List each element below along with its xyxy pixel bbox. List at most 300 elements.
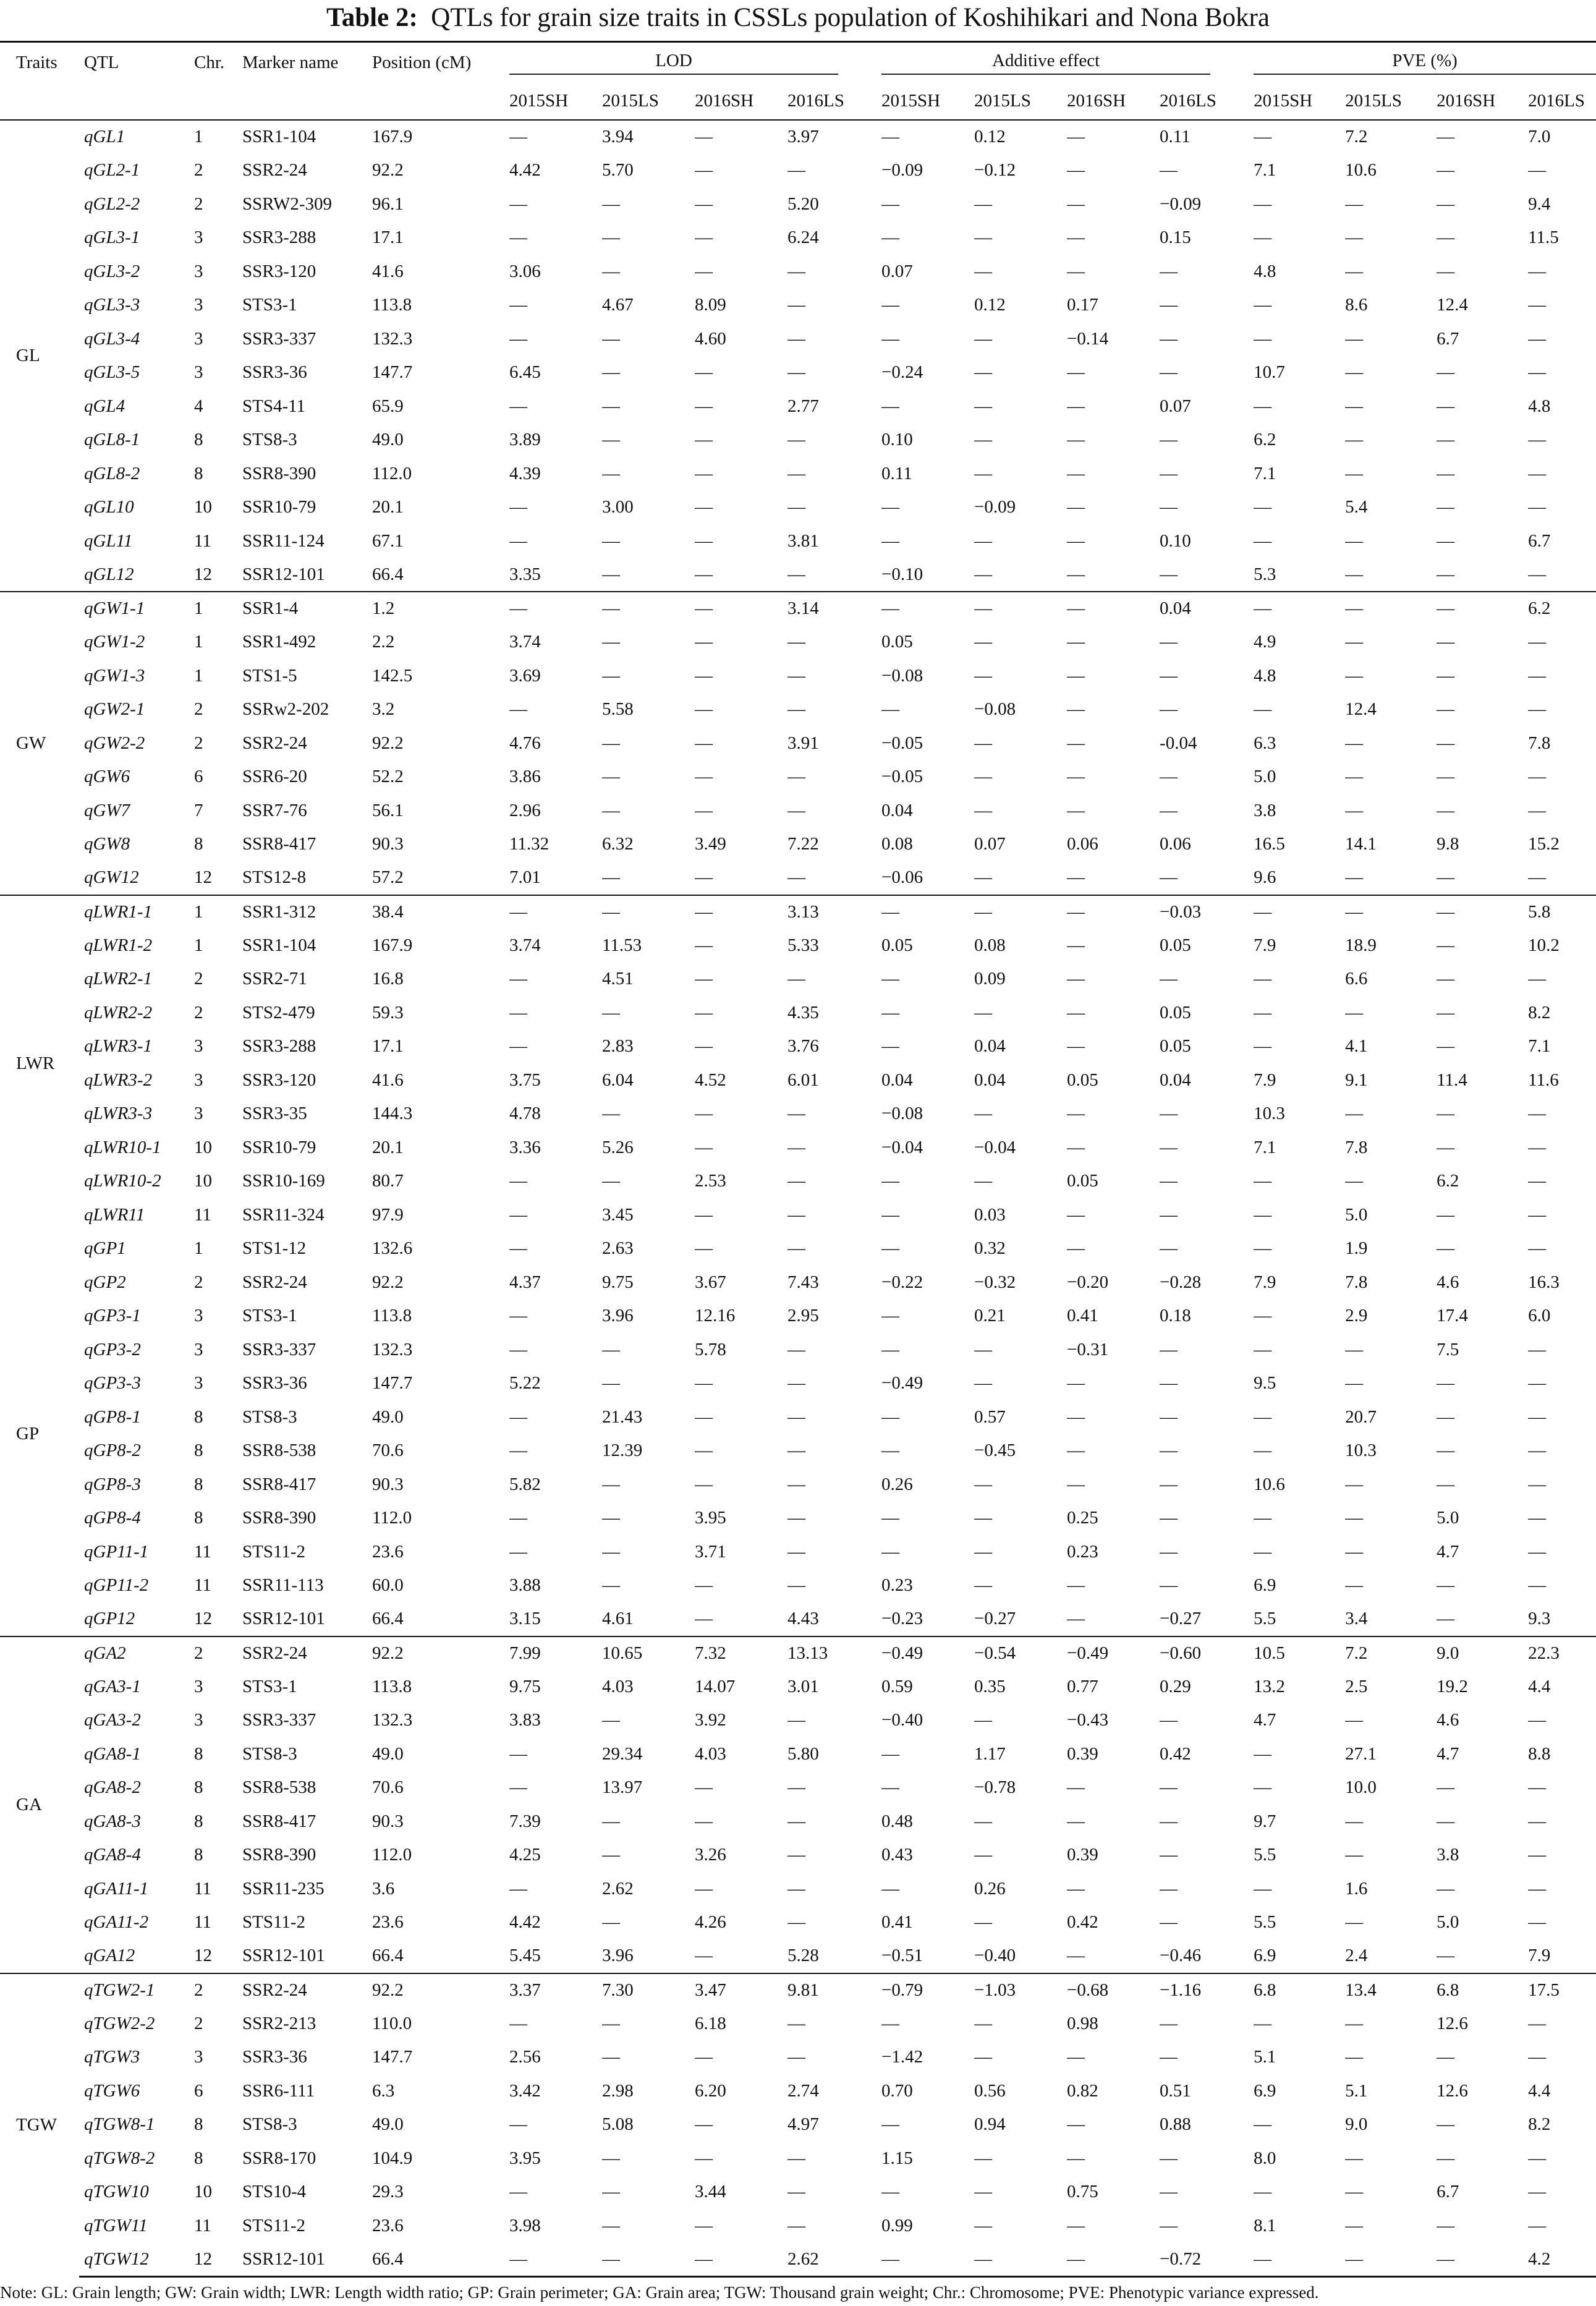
table-row [0, 760, 1596, 794]
position-cell: 66.4 [372, 1946, 404, 1966]
additive-2016ls-cell: — [1160, 1137, 1178, 1157]
lod-2016ls-cell: — [787, 2148, 805, 2168]
table-title [0, 2, 1596, 33]
chromosome-cell: 2 [188, 1973, 242, 2007]
chromosome-cell: 2 [194, 699, 203, 720]
chromosome-cell: 3 [194, 1306, 203, 1326]
qtl-name-cell: qGA8-2 [84, 1777, 141, 1798]
table-row [0, 2007, 1596, 2041]
chromosome-cell: 4 [194, 396, 203, 416]
additive-2016sh-cell: — [1067, 261, 1085, 281]
additive-2015sh-cell: — [881, 2243, 974, 2277]
lod-2015sh-cell: 4.25 [509, 1845, 541, 1865]
pve-2016sh-cell: — [1437, 1474, 1455, 1494]
additive-2016ls-cell: — [1160, 160, 1178, 181]
additive-2016ls-cell: 0.29 [1160, 1676, 1191, 1696]
additive-2015ls-cell: — [974, 1845, 993, 1865]
position-cell: 3.2 [372, 699, 395, 720]
additive-2016sh-cell: — [1067, 1104, 1085, 1124]
lod-2016ls-cell: 6.01 [787, 1070, 819, 1090]
pve-2016ls-cell: — [1528, 1171, 1547, 1191]
additive-2016ls-cell: 0.05 [1160, 1036, 1191, 1057]
additive-2016ls-cell: 0.06 [1160, 834, 1191, 854]
lod-2015sh-cell: — [509, 1406, 527, 1427]
additive-2016ls-cell: — [1160, 295, 1178, 315]
position-cell: 66.4 [372, 1609, 404, 1629]
chromosome-cell: 8 [194, 1743, 203, 1764]
lod-2016sh-cell: — [695, 592, 787, 626]
marker-name-cell: STS4-11 [242, 396, 306, 416]
additive-2015ls-cell: 0.12 [974, 127, 1006, 147]
header-qtl: QTL [84, 53, 119, 72]
lod-2016sh-cell: 2.53 [695, 1171, 726, 1191]
additive-2016ls-cell: — [1160, 1541, 1178, 1562]
lod-2015sh-cell: — [509, 1541, 527, 1562]
additive-2016sh-cell: — [1067, 895, 1160, 929]
pve-2016sh-cell: 12.6 [1437, 2013, 1468, 2033]
pve-2015ls-cell: — [1345, 1575, 1364, 1596]
marker-name-cell: SSR8-390 [242, 1845, 316, 1865]
lod-2015ls-cell: — [602, 1104, 620, 1124]
additive-2015sh-cell: — [881, 1440, 900, 1461]
lod-2016sh-cell: — [695, 463, 713, 483]
additive-2015sh-cell: — [881, 1541, 900, 1562]
chromosome-cell: 3 [194, 362, 203, 383]
additive-2015ls-cell: — [974, 665, 993, 686]
lod-2016ls-cell: — [787, 497, 805, 517]
lod-2016ls-cell: — [787, 463, 805, 483]
lod-2015sh-cell: — [509, 328, 527, 349]
lod-2015sh-cell: — [509, 1238, 527, 1259]
qtl-name-cell: qGA3-2 [84, 1710, 141, 1730]
qtl-name-cell: qGA3-1 [84, 1676, 141, 1696]
header-year: 2016LS [787, 90, 844, 111]
table-row [0, 457, 1596, 491]
additive-2016sh-cell: — [1067, 2148, 1085, 2168]
lod-2015sh-cell: — [509, 1743, 527, 1764]
pve-2016sh-cell: — [1437, 530, 1455, 551]
additive-2016sh-cell: 0.23 [1067, 1541, 1098, 1562]
pve-2015sh-cell: — [1254, 592, 1345, 626]
trait-label: LWR [0, 895, 79, 1232]
additive-2015ls-cell: −0.54 [974, 1636, 1067, 1670]
lod-2015ls-cell: 2.62 [602, 1878, 634, 1899]
position-cell: 104.9 [372, 2148, 413, 2168]
marker-name-cell: SSR3-120 [242, 1070, 316, 1090]
marker-name-cell: STS1-5 [242, 665, 297, 686]
additive-2015sh-cell: 0.08 [881, 834, 913, 854]
chromosome-cell: 3 [194, 295, 203, 315]
lod-2015ls-cell: — [602, 1339, 620, 1359]
qtl-name-cell: qTGW6 [84, 2080, 140, 2101]
pve-2015sh-cell: — [1254, 1508, 1272, 1528]
additive-2016sh-cell: — [1067, 194, 1085, 214]
marker-name-cell: SSR3-288 [242, 228, 316, 248]
lod-2016ls-cell: — [787, 1508, 805, 1528]
pve-2016ls-cell: — [1528, 665, 1547, 686]
lod-2015sh-cell: — [509, 228, 527, 248]
pve-2016sh-cell: 5.0 [1437, 1912, 1459, 1933]
additive-2015sh-cell: 0.48 [881, 1811, 913, 1831]
pve-2015sh-cell: 10.5 [1254, 1636, 1345, 1670]
additive-2016ls-cell: — [1160, 2182, 1178, 2202]
qtl-name-cell: qGW1-1 [79, 592, 188, 626]
chromosome-cell: 10 [194, 1137, 212, 1157]
lod-2016sh-cell: — [695, 699, 713, 720]
additive-2016sh-cell: — [1067, 1609, 1085, 1629]
lod-2016ls-cell: — [787, 1912, 805, 1933]
position-cell: 67.1 [372, 530, 404, 551]
qtl-name-cell: qGP11-2 [84, 1575, 149, 1596]
chromosome-cell: 2 [194, 1002, 203, 1023]
additive-2015ls-cell: — [974, 328, 993, 349]
additive-2016sh-cell: — [1067, 2243, 1160, 2277]
pve-2015ls-cell: — [1345, 362, 1364, 383]
additive-2016ls-cell: −0.46 [1160, 1946, 1202, 1966]
lod-2016ls-cell: — [787, 2182, 805, 2202]
additive-2015sh-cell: 0.41 [881, 1912, 913, 1933]
additive-2016sh-cell: 0.39 [1067, 1743, 1098, 1764]
table-row [0, 1636, 1596, 1670]
qtl-name-cell: qGL3-2 [84, 261, 140, 281]
chromosome-cell: 8 [194, 1440, 203, 1461]
chromosome-cell: 2 [188, 1636, 242, 1670]
lod-2016sh-cell: 6.18 [695, 2013, 726, 2033]
pve-2015ls-cell: — [1345, 1339, 1364, 1359]
qtl-name-cell: qTGW8-1 [84, 2114, 155, 2135]
marker-name-cell: SSR12-101 [242, 564, 325, 584]
lod-2016sh-cell: — [695, 2243, 787, 2277]
pve-2016sh-cell: — [1437, 699, 1455, 720]
lod-2015ls-cell: — [602, 328, 620, 349]
additive-2016sh-cell: — [1067, 935, 1085, 955]
marker-name-cell: SSR8-538 [242, 1777, 316, 1798]
lod-2016ls-cell: — [787, 800, 805, 820]
lod-2016sh-cell: — [695, 430, 713, 450]
pve-2015ls-cell: 5.1 [1345, 2080, 1368, 2101]
additive-2016sh-cell: — [1067, 1238, 1085, 1259]
pve-2015ls-cell: — [1345, 2215, 1364, 2236]
lod-2016sh-cell: 14.07 [695, 1676, 736, 1696]
qtl-name-cell: qGP1 [84, 1238, 126, 1259]
lod-2015sh-cell: 3.35 [509, 564, 541, 584]
lod-2015ls-cell: — [602, 463, 620, 483]
table-row [0, 794, 1596, 828]
pve-2016sh-cell: — [1437, 1036, 1455, 1057]
additive-2016sh-cell: −0.31 [1067, 1339, 1109, 1359]
additive-2015ls-cell: — [974, 1474, 993, 1494]
marker-name-cell: SSR3-337 [242, 1339, 316, 1359]
pve-2015ls-cell: 12.4 [1345, 699, 1377, 720]
pve-2016sh-cell: — [1437, 665, 1455, 686]
pve-2016sh-cell: 6.7 [1437, 2182, 1459, 2202]
lod-2016ls-cell: — [787, 1845, 805, 1865]
position-cell: 90.3 [372, 1474, 404, 1494]
pve-2015sh-cell: 9.5 [1254, 1373, 1276, 1393]
additive-2015ls-cell: — [974, 867, 993, 888]
lod-2015sh-cell: 3.98 [509, 2215, 541, 2236]
lod-2016sh-cell: — [695, 1609, 713, 1629]
additive-2015sh-cell: — [881, 1339, 900, 1359]
chromosome-cell: 12 [194, 1946, 212, 1966]
marker-name-cell: SSR2-24 [242, 1636, 372, 1670]
lod-2016ls-cell: — [787, 261, 805, 281]
additive-2016sh-cell: — [1067, 463, 1085, 483]
qtl-name-cell: qLWR3-1 [84, 1036, 153, 1057]
pve-2016ls-cell: — [1528, 2013, 1547, 2033]
lod-2015sh-cell: 3.86 [509, 767, 541, 787]
additive-2016ls-cell: 0.10 [1160, 530, 1191, 551]
chromosome-cell: 6 [194, 767, 203, 787]
additive-2015sh-cell: 0.10 [881, 430, 913, 450]
lod-2015sh-cell: — [509, 1878, 527, 1899]
additive-2015sh-cell: −0.49 [881, 1373, 923, 1393]
pve-2016sh-cell: — [1437, 895, 1528, 929]
chromosome-cell: 3 [194, 228, 203, 248]
marker-name-cell: STS8-3 [242, 2114, 297, 2135]
additive-2016sh-cell: — [1067, 1373, 1085, 1393]
pve-2015ls-cell: — [1345, 733, 1364, 753]
lod-2015ls-cell: — [602, 1710, 620, 1730]
lod-2015ls-cell: — [602, 1171, 620, 1191]
lod-2015ls-cell: — [602, 2215, 620, 2236]
table-row [0, 895, 1596, 929]
additive-2016ls-cell: −0.60 [1160, 1636, 1254, 1670]
qtl-name-cell: qGW2-2 [84, 733, 145, 753]
pve-2016sh-cell: 9.0 [1437, 1636, 1528, 1670]
marker-name-cell: STS2-479 [242, 1002, 315, 1023]
table-row [0, 592, 1596, 626]
position-cell: 20.1 [372, 1137, 404, 1157]
lod-2016ls-cell: 2.77 [787, 396, 819, 416]
lod-2015sh-cell: 3.06 [509, 261, 541, 281]
header-year: 2015SH [509, 90, 569, 111]
qtl-name-cell: qGL2-2 [84, 194, 140, 214]
additive-2016ls-cell: — [1160, 2215, 1178, 2236]
lod-2016sh-cell: 6.20 [695, 2080, 726, 2101]
lod-2015ls-cell: — [602, 1373, 620, 1393]
pve-2015ls-cell: — [1345, 632, 1364, 652]
additive-2015sh-cell: −0.49 [881, 1636, 974, 1670]
lod-2015ls-cell: 21.43 [602, 1406, 643, 1427]
pve-2016sh-cell: — [1437, 1609, 1455, 1629]
additive-2015ls-cell: — [974, 463, 993, 483]
additive-2016ls-cell: 0.04 [1160, 1070, 1191, 1090]
position-cell: 132.6 [372, 1238, 413, 1259]
marker-name-cell: SSR1-492 [242, 632, 316, 652]
additive-2016sh-cell: — [1067, 1575, 1085, 1596]
trait-label: GL [16, 346, 40, 365]
pve-2016sh-cell: 12.4 [1437, 295, 1468, 315]
table-row [0, 1502, 1596, 1536]
lod-2015sh-cell: — [509, 2013, 527, 2033]
chromosome-cell: 12 [194, 1609, 212, 1629]
lod-2016ls-cell: 7.22 [787, 834, 819, 854]
qtl-name-cell: qGA11-1 [84, 1878, 149, 1899]
additive-2015ls-cell: — [974, 767, 993, 787]
additive-2015sh-cell: — [881, 295, 900, 315]
chromosome-cell: 3 [194, 1339, 203, 1359]
pve-2015sh-cell: — [1254, 1036, 1272, 1057]
header-year: 2015LS [974, 90, 1031, 111]
chromosome-cell: 8 [194, 1474, 203, 1494]
pve-2016sh-cell: — [1437, 1137, 1455, 1157]
qtl-name-cell: qGL4 [84, 396, 125, 416]
chromosome-cell: 8 [194, 1777, 203, 1798]
pve-2016ls-cell: 7.8 [1528, 733, 1551, 753]
marker-name-cell: STS8-3 [242, 1406, 297, 1427]
table-row [0, 1839, 1596, 1873]
qtl-name-cell: qGL3-3 [84, 295, 140, 315]
pve-2015sh-cell: 10.6 [1254, 1474, 1285, 1494]
additive-2015ls-cell: — [974, 1339, 993, 1359]
additive-2016sh-cell: −0.20 [1067, 1272, 1109, 1292]
position-cell: 92.2 [372, 1272, 404, 1292]
lod-2016sh-cell: — [695, 497, 713, 517]
additive-2016ls-cell: 0.05 [1160, 1002, 1191, 1023]
pve-2015sh-cell: — [1254, 1306, 1272, 1326]
qtl-name-cell: qLWR10-2 [84, 1171, 161, 1191]
lod-2015ls-cell: — [602, 1811, 620, 1831]
lod-2016sh-cell: — [695, 261, 713, 281]
chromosome-cell: 1 [194, 665, 203, 686]
chromosome-cell: 3 [194, 1104, 203, 1124]
pve-2015ls-cell: 1.6 [1345, 1878, 1368, 1899]
pve-2015sh-cell: — [1254, 1440, 1272, 1461]
additive-2015ls-cell: 0.08 [974, 935, 1006, 955]
additive-2015ls-cell: — [974, 530, 993, 551]
qtl-name-cell: qGW8 [84, 834, 130, 854]
table-row [0, 1266, 1596, 1300]
pve-2015ls-cell: — [1345, 530, 1364, 551]
additive-2016ls-cell: — [1160, 1508, 1178, 1528]
lod-2015sh-cell: — [509, 1306, 527, 1326]
table-note: Note: GL: Grain length; GW: Grain width; LWR: Length width ratio; GP: Grain perimeter; GA: Grain area; TGW: Thousand grain weight; Chr.: Chromosome; PVE: Phenotypic variance expressed. [0, 2283, 1319, 2302]
additive-2016sh-cell: — [1067, 632, 1085, 652]
additive-2015ls-cell: 0.94 [974, 2114, 1006, 2135]
position-cell: 112.0 [372, 1508, 412, 1528]
position-cell: 66.4 [372, 564, 404, 584]
lod-2015sh-cell: — [509, 1508, 527, 1528]
pve-2016ls-cell: 6.7 [1528, 530, 1551, 551]
pve-2015sh-cell: 5.5 [1254, 1845, 1276, 1865]
lod-2015ls-cell: — [602, 665, 620, 686]
lod-2016ls-cell: 9.81 [787, 1973, 881, 2007]
table-row [0, 2074, 1596, 2108]
pve-2016ls-cell: 8.2 [1528, 2114, 1551, 2135]
pve-2016sh-cell: — [1437, 497, 1455, 517]
lod-2016ls-cell: — [787, 362, 805, 383]
qtl-name-cell: qLWR11 [84, 1204, 145, 1225]
additive-2016ls-cell: — [1160, 564, 1178, 584]
position-cell: 59.3 [372, 1002, 404, 1023]
marker-name-cell: SSR10-79 [242, 497, 316, 517]
trait-label: GA [0, 1636, 79, 1973]
lod-2016ls-cell: — [787, 867, 805, 888]
lod-2016ls-cell: 13.13 [787, 1636, 881, 1670]
pve-2016sh-cell: — [1437, 2215, 1455, 2236]
additive-2015ls-cell: 0.12 [974, 295, 1006, 315]
lod-2016sh-cell: — [695, 800, 713, 820]
lod-2015ls-cell: 5.08 [602, 2114, 634, 2135]
additive-2015ls-cell: −0.78 [974, 1777, 1016, 1798]
additive-2016ls-cell: 0.11 [1160, 127, 1191, 147]
lod-2016sh-cell: — [695, 228, 713, 248]
pve-2016ls-cell: — [1528, 1845, 1547, 1865]
pve-2016ls-cell: — [1528, 362, 1547, 383]
position-cell: 92.2 [372, 1636, 509, 1670]
header-group-pve [1254, 42, 1596, 83]
pve-2015sh-cell: 7.1 [1254, 463, 1276, 483]
pve-2015sh-cell: — [1254, 1238, 1272, 1259]
table-row [0, 1165, 1596, 1199]
lod-2016ls-cell: — [787, 1204, 805, 1225]
lod-2015ls-cell: — [602, 733, 620, 753]
marker-name-cell: STS11-2 [242, 1912, 306, 1933]
pve-2015ls-cell: 5.4 [1345, 497, 1368, 517]
chromosome-cell: 12 [194, 867, 212, 888]
chromosome-cell: 10 [194, 1171, 212, 1191]
lod-2015ls-cell: — [602, 396, 620, 416]
qtl-name-cell: qGP3-3 [84, 1373, 141, 1393]
pve-2015ls-cell: — [1345, 430, 1364, 450]
chromosome-cell: 11 [194, 1541, 211, 1562]
position-cell: 38.4 [372, 895, 509, 929]
lod-2015ls-cell: 4.51 [602, 969, 634, 989]
position-cell: 29.3 [372, 2182, 404, 2202]
lod-2015sh-cell: 4.42 [509, 160, 541, 181]
table-row [0, 1434, 1596, 1468]
lod-2015sh-cell: — [509, 2114, 527, 2135]
additive-2016ls-cell: — [1160, 1204, 1178, 1225]
header-year: 2016SH [695, 90, 754, 111]
pve-2015ls-cell: 2.5 [1345, 1676, 1368, 1696]
qtl-name-cell: qGP8-1 [84, 1406, 141, 1427]
additive-2016ls-cell: −0.72 [1160, 2243, 1254, 2277]
qtl-name-cell: qGW1-2 [84, 632, 145, 652]
chromosome-cell: 11 [194, 1912, 211, 1933]
additive-2015sh-cell: 1.15 [881, 2148, 913, 2168]
pve-2016ls-cell: 7.9 [1528, 1946, 1551, 1966]
pve-2016ls-cell: — [1528, 2215, 1547, 2236]
lod-2016sh-cell: — [695, 1777, 713, 1798]
lod-2016sh-cell: — [695, 1373, 713, 1393]
pve-2015sh-cell: — [1254, 1171, 1272, 1191]
additive-2015ls-cell: — [974, 1002, 993, 1023]
lod-2015ls-cell: — [602, 592, 695, 626]
additive-2015sh-cell: — [881, 2013, 900, 2033]
pve-2015sh-cell: 6.2 [1254, 430, 1276, 450]
chromosome-cell: 8 [194, 1845, 203, 1865]
additive-2016ls-cell: — [1160, 1845, 1178, 1865]
pve-2016sh-cell: — [1437, 767, 1455, 787]
pve-2015sh-cell: — [1254, 328, 1272, 349]
pve-2015sh-cell: 5.5 [1254, 1912, 1276, 1933]
pve-2015ls-cell: — [1345, 1373, 1364, 1393]
lod-2015ls-cell: — [602, 530, 620, 551]
pve-2016sh-cell: — [1437, 632, 1455, 652]
pve-2016ls-cell: — [1528, 1912, 1547, 1933]
lod-2016ls-cell: — [787, 328, 805, 349]
position-cell: 65.9 [372, 396, 404, 416]
pve-2015sh-cell: 6.8 [1254, 1973, 1345, 2007]
pve-2016ls-cell: — [1528, 463, 1547, 483]
pve-2016sh-cell: — [1437, 160, 1455, 181]
lod-2016sh-cell: — [695, 2148, 713, 2168]
lod-2015ls-cell: 4.03 [602, 1676, 634, 1696]
marker-name-cell: SSR1-104 [242, 935, 316, 955]
qtl-name-cell: qGA8-4 [84, 1845, 141, 1865]
